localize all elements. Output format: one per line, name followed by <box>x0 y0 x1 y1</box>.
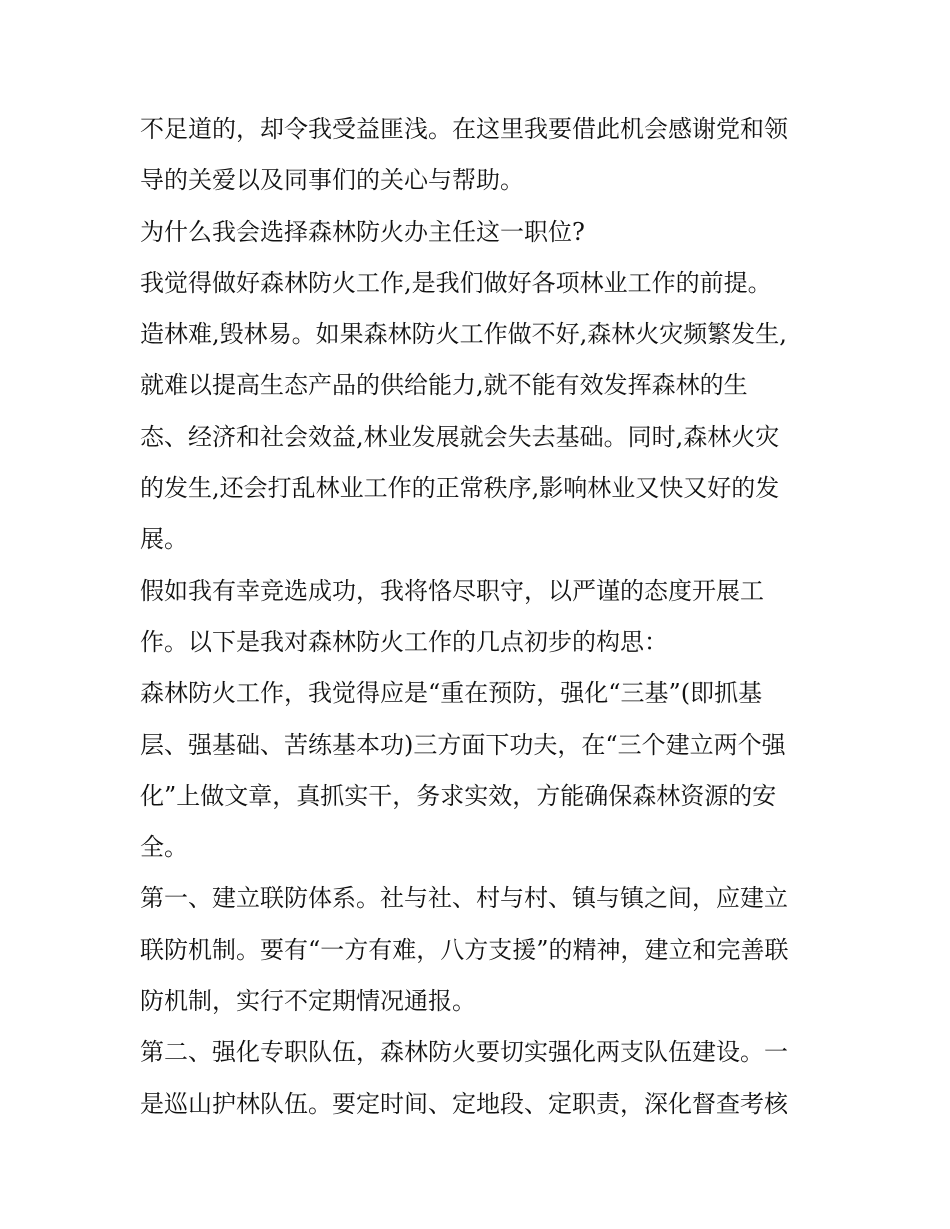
text-line: 就难以提高生态产品的供给能力,就不能有效发挥森林的生 <box>140 371 748 400</box>
text-line: 层、强基础、苦练基本功)三方面下功夫，在“三个建立两个强 <box>140 730 786 759</box>
text-line: 的发生,还会打乱林业工作的正常秩序,影响林业又快又好的发 <box>140 474 780 503</box>
text-line: 导的关爱以及同事们的关心与帮助。 <box>140 166 524 195</box>
text-line: 化”上做文章，真抓实干，务求实效，方能确保森林资源的安 <box>140 781 777 810</box>
text-line: 全。 <box>140 833 188 862</box>
text-line: 造林难,毁林易。如果森林防火工作做不好,森林火灾频繁发生, <box>140 320 787 349</box>
text-line: 是巡山护林队伍。要定时间、定地段、定职责，深化督查考核 <box>140 1089 788 1118</box>
text-line: 为什么我会选择森林防火办主任这一职位? <box>140 217 585 246</box>
text-line: 第一、建立联防体系。社与社、村与村、镇与镇之间，应建立 <box>140 884 788 913</box>
document-body <box>140 104 820 1130</box>
text-line: 防机制，实行不定期情况通报。 <box>140 987 476 1016</box>
text-line: 森林防火工作，我觉得应是“重在预防，强化“三基”(即抓基 <box>140 679 763 708</box>
text-line: 作。以下是我对森林防火工作的几点初步的构思： <box>140 627 668 656</box>
text-line: 不足道的，却令我受益匪浅。在这里我要借此机会感谢党和领 <box>140 115 788 143</box>
text-line: 假如我有幸竞选成功，我将恪尽职守，以严谨的态度开展工 <box>140 576 764 605</box>
text-line: 态、经济和社会效益,林业发展就会失去基础。同时,森林火灾 <box>140 422 780 451</box>
text-line: 联防机制。要有“一方有难，八方支援”的精神，建立和完善联 <box>140 935 789 964</box>
text-line: 第二、强化专职队伍，森林防火要切实强化两支队伍建设。一 <box>140 1038 788 1067</box>
text-line: 我觉得做好森林防火工作,是我们做好各项林业工作的前提。 <box>140 268 772 297</box>
text-line: 展。 <box>140 525 188 554</box>
